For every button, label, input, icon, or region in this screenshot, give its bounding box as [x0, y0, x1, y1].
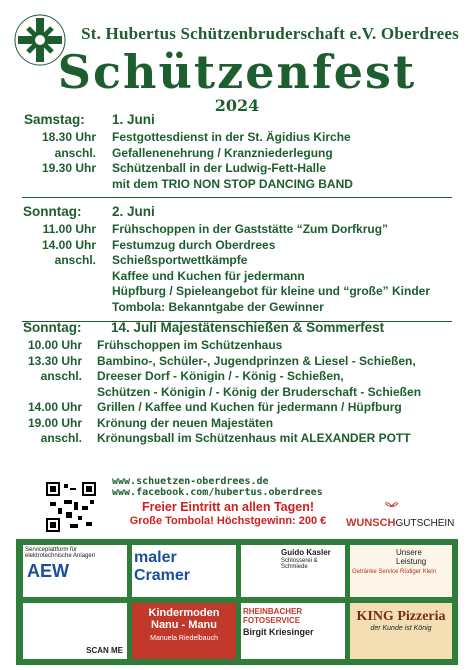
- sponsor-aew: Serviceplattform für elektrotechnische Anlagen AEW: [23, 545, 127, 597]
- sponsor-scan: SCAN ME: [23, 603, 127, 659]
- club-name: St. Hubertus Schützenbruderschaft e.V. Oberdrees: [81, 24, 459, 43]
- event-time: 19.00 Uhr: [27, 415, 82, 430]
- event-time: anschl.: [54, 145, 96, 160]
- event-text: Dreeser Dorf - Königin / - König - Schießen,: [97, 369, 344, 383]
- event-text: Schützenball in der Ludwig-Fett-Halle: [112, 161, 327, 175]
- event-text: Festgottesdienst in der St. Ägidius Kirche: [112, 130, 351, 144]
- page-title: Schützenfest: [57, 45, 417, 99]
- event-time: 13.30 Uhr: [27, 353, 82, 368]
- event-time: anschl.: [40, 431, 82, 445]
- sponsor-fotoservice: RHEINBACHER FOTOSERVICE Birgit Kriesinger: [241, 603, 345, 659]
- event-text: Grillen / Kaffee und Kuchen für jedermann / Hüpfburg: [97, 400, 402, 414]
- event-time: anschl.: [40, 369, 82, 383]
- sponsor-panel: [16, 539, 458, 665]
- day-weekday: Samstag:: [24, 112, 85, 127]
- event-text: mit dem TRIO NON STOP DANCING BAND: [112, 176, 353, 191]
- event-time: 14.00 Uhr: [41, 237, 96, 252]
- event-text: Krönung der neuen Majestäten: [97, 415, 274, 430]
- sponsor-guido-kasler: Guido Kasler Schlosserei & Schmiede: [241, 545, 345, 597]
- day-weekday: Sonntag:: [23, 320, 82, 335]
- event-time: 11.00 Uhr: [42, 222, 96, 236]
- event-text: Krönungsball im Schützenhaus mit ALEXANDER POTT: [97, 431, 411, 445]
- day-date: 1. Juni: [112, 112, 155, 127]
- event-text: Tombola: Bekanntgabe der Gewinner: [112, 299, 324, 314]
- event-time: 10.00 Uhr: [27, 338, 82, 352]
- sponsor-king-pizzeria: KING Pizzeria der Kunde ist König: [350, 603, 452, 659]
- event-time: 14.00 Uhr: [27, 400, 82, 414]
- event-time: anschl.: [54, 253, 96, 267]
- day-date: 2. Juni: [112, 204, 155, 219]
- event-year: 2024: [214, 96, 260, 115]
- voucher-label: WUNSCHGUTSCHEIN: [346, 517, 455, 529]
- event-text: Schützen - Königin / - König der Bruderschaft - Schießen: [97, 384, 422, 399]
- qr-code: [46, 482, 96, 532]
- section-divider: [22, 197, 452, 198]
- facebook-link[interactable]: www.facebook.com/hubertus.oberdrees: [112, 487, 323, 498]
- day-weekday: Sonntag:: [23, 204, 82, 219]
- event-text: Hüpfburg / Spieleangebot für kleine und “große” Kinder: [112, 284, 431, 298]
- event-text: Bambino-, Schüler-, Jugendprinzen & Liesel - Schießen,: [97, 353, 416, 368]
- tombola-note: Große Tombola! Höchstgewinn: 200 €: [129, 515, 327, 527]
- website-link[interactable]: www.schuetzen-oberdrees.de: [112, 476, 269, 487]
- event-text: Kaffee und Kuchen für jedermann: [112, 268, 305, 283]
- free-entry-note: Freier Eintritt an allen Tagen!: [141, 500, 315, 514]
- event-text: Frühschoppen im Schützenhaus: [97, 338, 283, 352]
- event-text: Festumzug durch Oberdrees: [112, 237, 276, 252]
- sponsor-getraenke: Unsere Leistung Getränke Service Rüdiger Klein: [350, 545, 452, 597]
- event-time: 19.30 Uhr: [41, 161, 96, 175]
- event-text: Frühschoppen in der Gaststätte “Zum Dorfkrug”: [112, 222, 389, 236]
- sponsor-maler-cramer: maler Cramer: [132, 545, 236, 597]
- event-text: Gefallenenehrung / Kranzniederlegung: [112, 145, 333, 160]
- day-date: 14. Juli Majestätenschießen & Sommerfest: [111, 320, 385, 335]
- event-time: 18.30 Uhr: [41, 130, 96, 144]
- gift-ribbon-icon: [380, 497, 430, 517]
- sponsor-kindermoden: Kindermoden Nanu - Manu Manuela Riedelbauch: [132, 603, 236, 659]
- links-block: [112, 476, 323, 498]
- event-text: Schießsportwettkämpfe: [112, 253, 248, 267]
